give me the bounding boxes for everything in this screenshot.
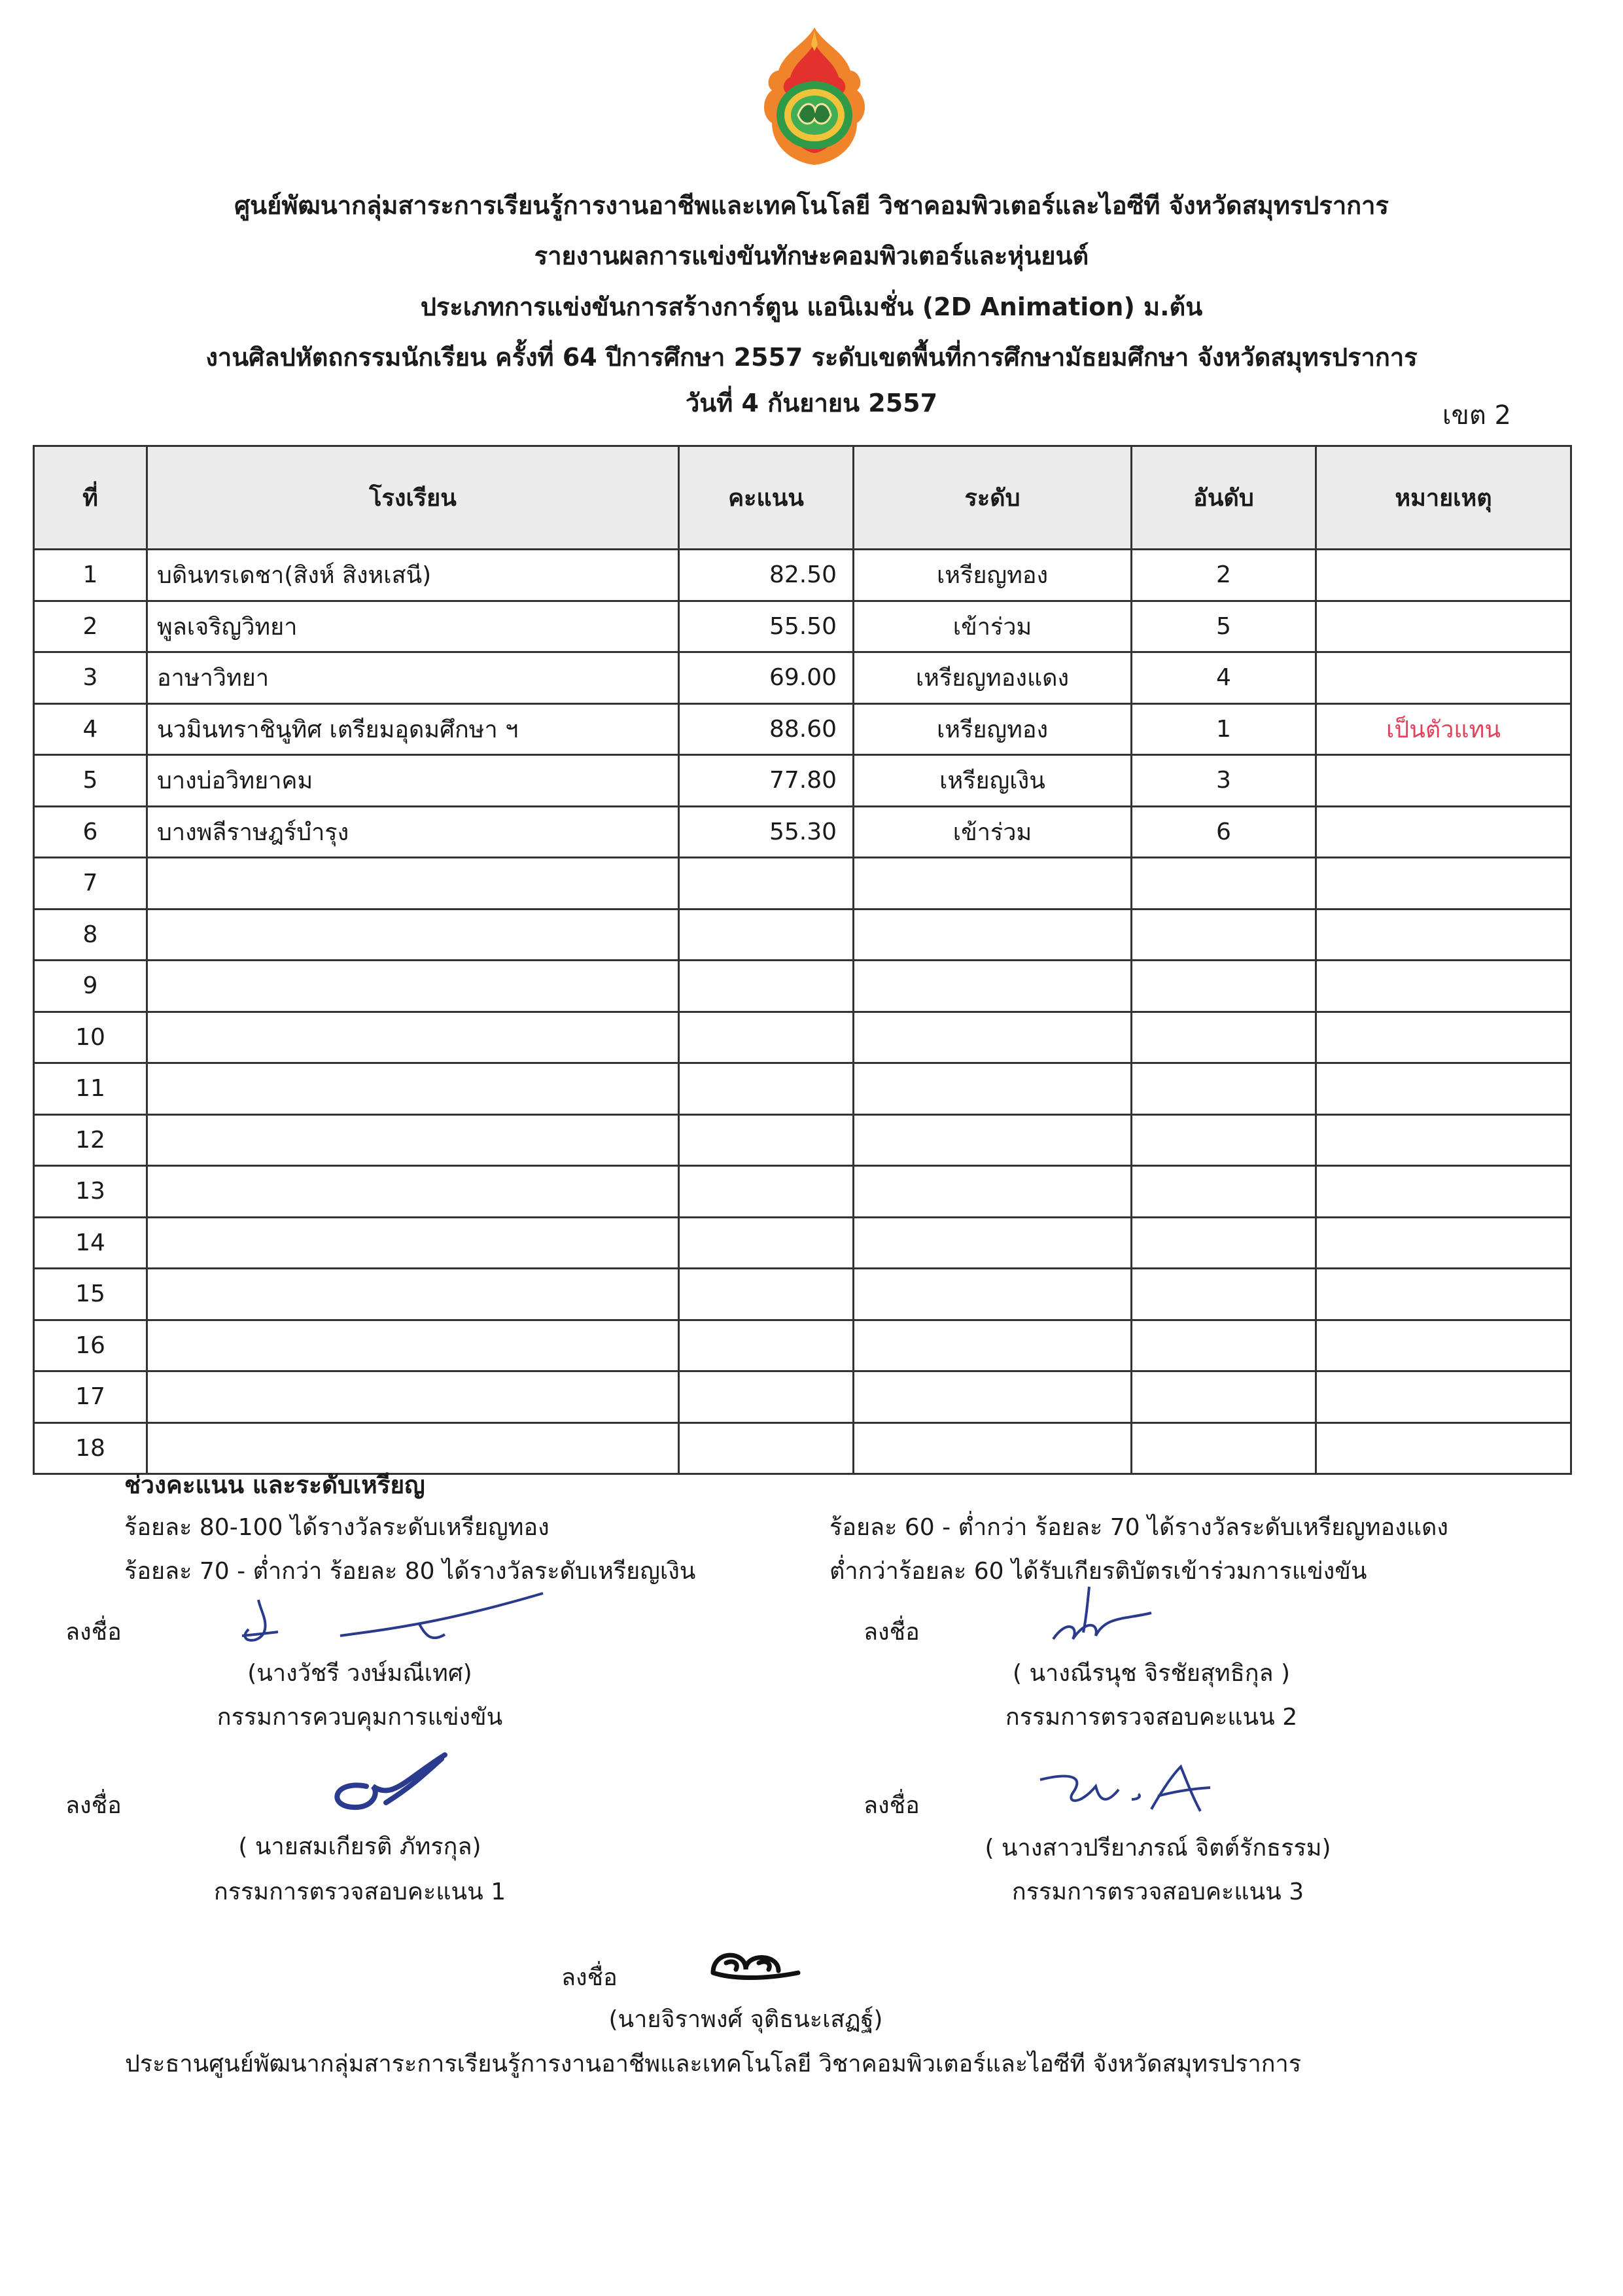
table-row — [34, 550, 1571, 601]
signer-name-1: (นางวัชรี วงษ์มณีเทศ) — [247, 1660, 472, 1687]
cell-remark — [1316, 1320, 1571, 1371]
table-row — [34, 652, 1571, 704]
signer-name-3: ( นายสมเกียรติ ภัทรกุล) — [238, 1833, 481, 1860]
cell-remark — [1316, 1063, 1571, 1115]
cell-score — [679, 961, 854, 1012]
cell-school — [147, 961, 679, 1012]
cell-rank — [1132, 1320, 1316, 1371]
table-row — [34, 1063, 1571, 1115]
table-row — [34, 601, 1571, 652]
cell-level — [854, 909, 1132, 961]
cell-school: อาษาวิทยา — [147, 652, 679, 704]
cell-school — [147, 909, 679, 961]
event-date: วันที่ 4 กันยายน 2557 — [685, 389, 938, 417]
cell-school — [147, 1063, 679, 1115]
cell-no: 10 — [34, 1012, 147, 1063]
header-center-name: ศูนย์พัฒนากลุ่มสาระการเรียนรู้การงานอาชีพและเทคโนโลยี วิชาคอมพิวเตอร์และไอซีที จังหวัดสมุทรปราการ — [234, 191, 1389, 220]
cell-level — [854, 1012, 1132, 1063]
cell-level — [854, 961, 1132, 1012]
cell-rank: 2 — [1132, 550, 1316, 601]
cell-school — [147, 1166, 679, 1218]
signature-image-2 — [1040, 1580, 1171, 1652]
table-row — [34, 1012, 1571, 1063]
cell-no: 4 — [34, 703, 147, 755]
cell-score — [679, 1371, 854, 1423]
cell-level — [854, 1371, 1132, 1423]
cell-remark — [1316, 961, 1571, 1012]
results-table — [33, 445, 1572, 1475]
signature-image-3 — [321, 1747, 451, 1819]
col-header-score: คะแนน — [679, 446, 854, 550]
cell-score — [679, 858, 854, 910]
cell-rank — [1132, 858, 1316, 910]
sign-label-2: ลงชื่อ — [864, 1619, 920, 1646]
signer-role-2: กรรมการตรวจสอบคะแนน 2 — [1005, 1704, 1298, 1731]
cell-school: บดินทรเดชา(สิงห์ สิงหเสนี) — [147, 550, 679, 601]
cell-school — [147, 1012, 679, 1063]
cell-score: 55.30 — [679, 806, 854, 858]
signer-name-5: (นายจิราพงศ์ จุติธนะเสฏฐ์) — [608, 2006, 883, 2033]
table-header-row — [34, 446, 1571, 550]
zone-label: เขต 2 — [1442, 400, 1511, 431]
criteria-silver: ร้อยละ 70 - ต่ำกว่า ร้อยละ 80 ได้รางวัลระดับเหรียญเงิน — [124, 1558, 696, 1585]
signer-role-3: กรรมการตรวจสอบคะแนน 1 — [213, 1879, 506, 1905]
cell-remark — [1316, 1371, 1571, 1423]
cell-remark — [1316, 1422, 1571, 1474]
cell-remark — [1316, 1217, 1571, 1269]
table-row — [34, 703, 1571, 755]
cell-remark — [1316, 909, 1571, 961]
signer-role-5: ประธานศูนย์พัฒนากลุ่มสาระการเรียนรู้การงานอาชีพและเทคโนโลยี วิชาคอมพิวเตอร์และไอซีที จังหวัดสมุทรปราการ — [124, 2051, 1302, 2077]
signature-image-1 — [229, 1583, 556, 1655]
cell-rank — [1132, 1422, 1316, 1474]
cell-level — [854, 1166, 1132, 1218]
table-row — [34, 1166, 1571, 1218]
cell-rank: 6 — [1132, 806, 1316, 858]
signer-name-2: ( นางณีรนุช จิรชัยสุทธิกุล ) — [1012, 1660, 1291, 1687]
cell-level — [854, 1217, 1132, 1269]
cell-rank: 1 — [1132, 703, 1316, 755]
cell-level: เข้าร่วม — [854, 806, 1132, 858]
table-row — [34, 1320, 1571, 1371]
cell-level — [854, 1422, 1132, 1474]
sign-label-3: ลงชื่อ — [65, 1792, 122, 1819]
cell-remark — [1316, 652, 1571, 704]
criteria-bronze: ร้อยละ 60 - ต่ำกว่า ร้อยละ 70 ได้รางวัลระดับเหรียญทองแดง — [829, 1514, 1449, 1541]
cell-score: 69.00 — [679, 652, 854, 704]
competition-type: ประเภทการแข่งขันการสร้างการ์ตูน แอนิเมชั่น (2D Animation) ม.ต้น — [420, 292, 1203, 321]
table-row — [34, 755, 1571, 807]
cell-no: 13 — [34, 1166, 147, 1218]
event-details: งานศิลปหัตถกรรมนักเรียน ครั้งที่ 64 ปีการศึกษา 2557 ระดับเขตพื้นที่การศึกษามัธยมศึกษา จังหวัดสมุทรปราการ — [205, 343, 1418, 372]
cell-rank — [1132, 1217, 1316, 1269]
cell-score: 88.60 — [679, 703, 854, 755]
cell-level — [854, 1114, 1132, 1166]
cell-no: 3 — [34, 652, 147, 704]
table-row — [34, 806, 1571, 858]
cell-level — [854, 1320, 1132, 1371]
cell-level — [854, 858, 1132, 910]
signature-image-4 — [1034, 1760, 1217, 1819]
cell-no: 14 — [34, 1217, 147, 1269]
cell-rank — [1132, 1012, 1316, 1063]
cell-rank: 4 — [1132, 652, 1316, 704]
sign-label-5: ลงชื่อ — [561, 1964, 618, 1991]
cell-school: นวมินทราชินูทิศ เตรียมอุดมศึกษา ฯ — [147, 703, 679, 755]
cell-no: 18 — [34, 1422, 147, 1474]
cell-score — [679, 1114, 854, 1166]
col-header-school: โรงเรียน — [147, 446, 679, 550]
cell-school — [147, 1114, 679, 1166]
cell-no: 16 — [34, 1320, 147, 1371]
cell-level: เหรียญทอง — [854, 703, 1132, 755]
table-row — [34, 961, 1571, 1012]
cell-level: เข้าร่วม — [854, 601, 1132, 652]
cell-rank: 3 — [1132, 755, 1316, 807]
cell-rank — [1132, 1166, 1316, 1218]
cell-school — [147, 1269, 679, 1320]
col-header-rank: อันดับ — [1132, 446, 1316, 550]
cell-school: พูลเจริญวิทยา — [147, 601, 679, 652]
cell-rank — [1132, 1114, 1316, 1166]
cell-school — [147, 858, 679, 910]
criteria-participate: ต่ำกว่าร้อยละ 60 ได้รับเกียรติบัตรเข้าร่วมการแข่งขัน — [829, 1558, 1367, 1585]
cell-school — [147, 1320, 679, 1371]
cell-rank — [1132, 1269, 1316, 1320]
cell-no: 8 — [34, 909, 147, 961]
sign-label-4: ลงชื่อ — [864, 1792, 920, 1819]
table-row — [34, 1371, 1571, 1423]
criteria-heading: ช่วงคะแนน และระดับเหรียญ — [124, 1471, 425, 1499]
cell-remark — [1316, 1012, 1571, 1063]
cell-rank — [1132, 1371, 1316, 1423]
criteria-gold: ร้อยละ 80-100 ได้รางวัลระดับเหรียญทอง — [124, 1514, 550, 1541]
signer-role-1: กรรมการควบคุมการแข่งขัน — [217, 1704, 503, 1731]
cell-score — [679, 1012, 854, 1063]
cell-remark — [1316, 1166, 1571, 1218]
table-row — [34, 1269, 1571, 1320]
cell-rank — [1132, 1063, 1316, 1115]
cell-no: 9 — [34, 961, 147, 1012]
cell-no: 12 — [34, 1114, 147, 1166]
cell-level: เหรียญทอง — [854, 550, 1132, 601]
cell-remark — [1316, 1114, 1571, 1166]
col-header-no: ที่ — [34, 446, 147, 550]
cell-score — [679, 909, 854, 961]
table-row — [34, 1114, 1571, 1166]
cell-no: 7 — [34, 858, 147, 910]
cell-score — [679, 1063, 854, 1115]
table-row — [34, 909, 1571, 961]
signer-name-4: ( นางสาวปรียาภรณ์ จิตต์รักธรรม) — [985, 1835, 1331, 1862]
sign-label-1: ลงชื่อ — [65, 1619, 122, 1646]
cell-no: 15 — [34, 1269, 147, 1320]
table-row — [34, 1217, 1571, 1269]
cell-no: 6 — [34, 806, 147, 858]
cell-score — [679, 1217, 854, 1269]
cell-remark — [1316, 755, 1571, 807]
cell-remark — [1316, 550, 1571, 601]
cell-score — [679, 1320, 854, 1371]
cell-score — [679, 1422, 854, 1474]
cell-rank: 5 — [1132, 601, 1316, 652]
cell-remark — [1316, 1269, 1571, 1320]
signature-image-5 — [707, 1943, 805, 1989]
cell-no: 17 — [34, 1371, 147, 1423]
cell-score: 82.50 — [679, 550, 854, 601]
cell-remark — [1316, 858, 1571, 910]
cell-no: 5 — [34, 755, 147, 807]
col-header-level: ระดับ — [854, 446, 1132, 550]
obec-emblem-icon — [752, 25, 877, 168]
cell-rank — [1132, 909, 1316, 961]
cell-no: 1 — [34, 550, 147, 601]
cell-remark: เป็นตัวแทน — [1316, 703, 1571, 755]
cell-score: 77.80 — [679, 755, 854, 807]
cell-score — [679, 1166, 854, 1218]
cell-school — [147, 1217, 679, 1269]
report-title: รายงานผลการแข่งขันทักษะคอมพิวเตอร์และหุ่นยนต์ — [534, 241, 1089, 270]
cell-level — [854, 1063, 1132, 1115]
cell-no: 2 — [34, 601, 147, 652]
cell-school — [147, 1371, 679, 1423]
cell-level — [854, 1269, 1132, 1320]
table-row — [34, 858, 1571, 910]
cell-score — [679, 1269, 854, 1320]
cell-school: บางบ่อวิทยาคม — [147, 755, 679, 807]
cell-level: เหรียญเงิน — [854, 755, 1132, 807]
cell-no: 11 — [34, 1063, 147, 1115]
cell-level: เหรียญทองแดง — [854, 652, 1132, 704]
signer-role-4: กรรมการตรวจสอบคะแนน 3 — [1011, 1879, 1304, 1905]
col-header-remark: หมายเหตุ — [1316, 446, 1571, 550]
cell-remark — [1316, 806, 1571, 858]
cell-remark — [1316, 601, 1571, 652]
cell-school: บางพลีราษฎร์บำรุง — [147, 806, 679, 858]
cell-score: 55.50 — [679, 601, 854, 652]
cell-rank — [1132, 961, 1316, 1012]
